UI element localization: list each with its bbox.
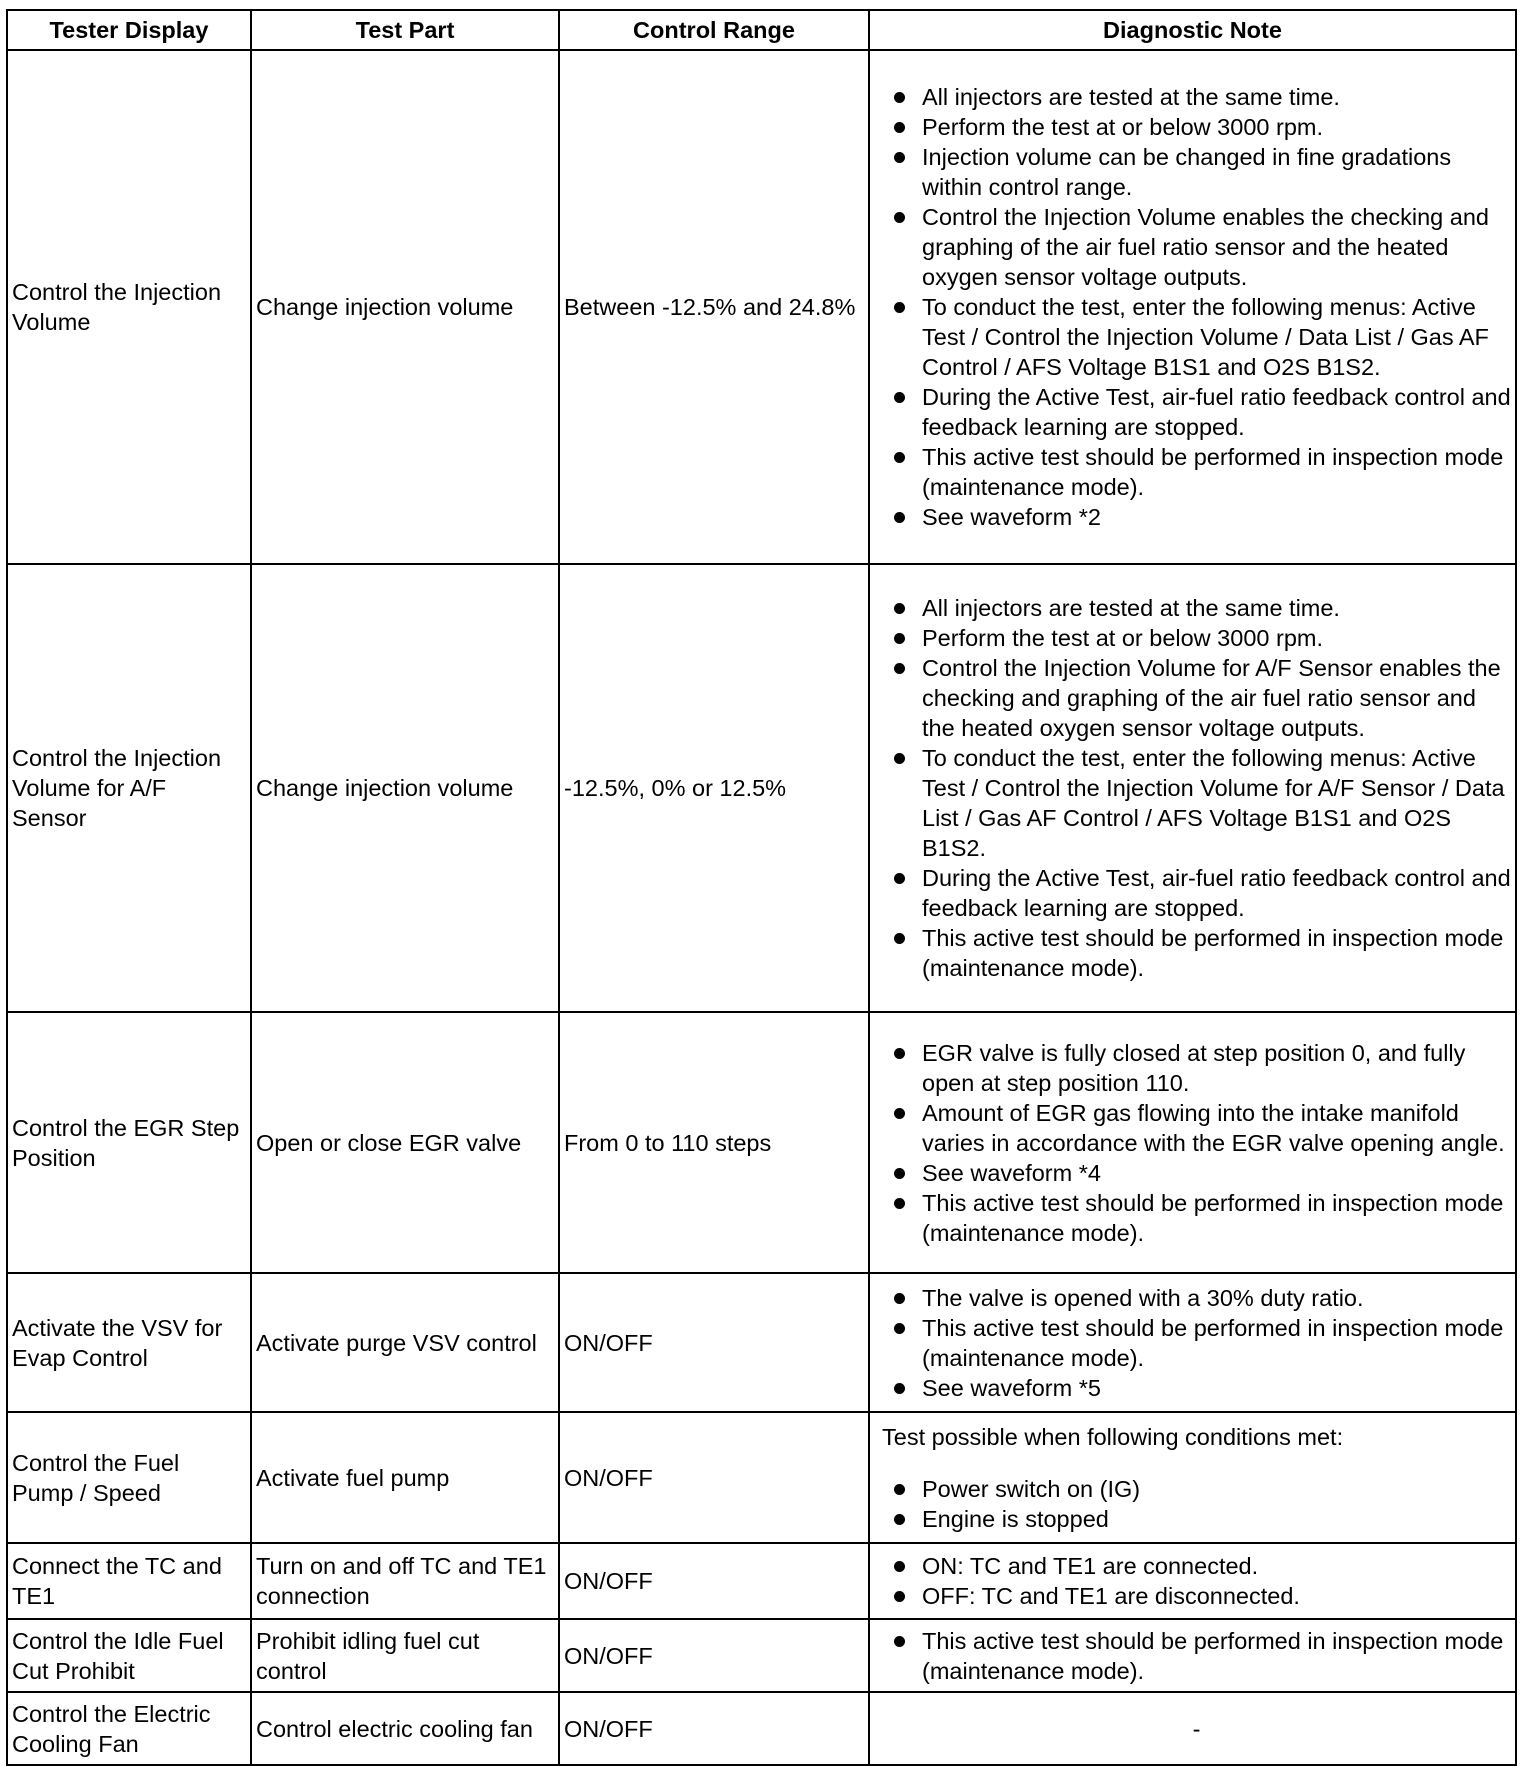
table-row	[7, 1273, 1516, 1412]
control-range-cell: ON/OFF	[559, 1273, 869, 1412]
note-item: All injectors are tested at the same time.	[882, 593, 1511, 623]
note-list	[882, 1626, 1511, 1686]
note-item: This active test should be performed in inspection mode (maintenance mode).	[882, 1188, 1511, 1248]
control-range-cell: ON/OFF	[559, 1412, 869, 1543]
table-row	[7, 50, 1516, 564]
diagnostic-note-cell: -	[869, 1692, 1516, 1765]
note-item: EGR valve is fully closed at step position 0, and fully open at step position 110.	[882, 1038, 1511, 1098]
note-item: This active test should be performed in inspection mode (maintenance mode).	[882, 442, 1511, 502]
note-list	[882, 593, 1511, 983]
table-row	[7, 1692, 1516, 1765]
control-range-cell: ON/OFF	[559, 1619, 869, 1692]
test-part-cell: Activate purge VSV control	[251, 1273, 559, 1412]
note-item: ON: TC and TE1 are connected.	[882, 1551, 1511, 1581]
tester-display-cell: Connect the TC and TE1	[7, 1543, 251, 1619]
note-item: The valve is opened with a 30% duty ratio.	[882, 1283, 1511, 1313]
diagnostic-note-cell	[869, 564, 1516, 1012]
note-item: During the Active Test, air-fuel ratio feedback control and feedback learning are stopped.	[882, 382, 1511, 442]
test-part-cell: Change injection volume	[251, 50, 559, 564]
header-tester-display: Tester Display	[7, 10, 251, 50]
table-row	[7, 1012, 1516, 1273]
note-item: Power switch on (IG)	[882, 1474, 1511, 1504]
table-header-row	[7, 10, 1516, 50]
note-list	[882, 1038, 1511, 1248]
test-part-cell: Control electric cooling fan	[251, 1692, 559, 1765]
note-item: All injectors are tested at the same time.	[882, 82, 1511, 112]
note-item: This active test should be performed in inspection mode (maintenance mode).	[882, 1626, 1511, 1686]
test-part-cell: Prohibit idling fuel cut control	[251, 1619, 559, 1692]
diagnostic-note-cell	[869, 1412, 1516, 1543]
test-part-cell: Activate fuel pump	[251, 1412, 559, 1543]
active-test-table	[6, 9, 1517, 1766]
table-row	[7, 1543, 1516, 1619]
control-range-cell: -12.5%, 0% or 12.5%	[559, 564, 869, 1012]
diagnostic-note-cell	[869, 1273, 1516, 1412]
diagnostic-table-container	[6, 9, 1517, 1766]
note-item: Control the Injection Volume for A/F Sensor enables the checking and graphing of the air fuel ratio sensor and the heated oxygen sensor voltage outputs.	[882, 653, 1511, 743]
table-row	[7, 1412, 1516, 1543]
test-part-cell: Turn on and off TC and TE1 connection	[251, 1543, 559, 1619]
tester-display-cell: Control the EGR Step Position	[7, 1012, 251, 1273]
note-item: Amount of EGR gas flowing into the intake manifold varies in accordance with the EGR valve opening angle.	[882, 1098, 1511, 1158]
note-intro-text: Test possible when following conditions met:	[882, 1423, 1344, 1450]
note-item: Injection volume can be changed in fine gradations within control range.	[882, 142, 1511, 202]
test-part-cell: Change injection volume	[251, 564, 559, 1012]
note-item: Engine is stopped	[882, 1504, 1511, 1534]
note-item: See waveform *4	[882, 1158, 1511, 1188]
note-item: See waveform *5	[882, 1373, 1511, 1403]
note-list	[882, 82, 1511, 532]
note-list	[882, 1283, 1511, 1403]
header-diagnostic-note: Diagnostic Note	[869, 10, 1516, 50]
tester-display-cell: Control the Electric Cooling Fan	[7, 1692, 251, 1765]
note-item: See waveform *2	[882, 502, 1511, 532]
tester-display-cell: Control the Fuel Pump / Speed	[7, 1412, 251, 1543]
tester-display-cell: Control the Injection Volume	[7, 50, 251, 564]
test-part-cell: Open or close EGR valve	[251, 1012, 559, 1273]
note-item: This active test should be performed in inspection mode (maintenance mode).	[882, 923, 1511, 983]
note-item: This active test should be performed in inspection mode (maintenance mode).	[882, 1313, 1511, 1373]
diagnostic-note-cell	[869, 1012, 1516, 1273]
note-item: To conduct the test, enter the following menus: Active Test / Control the Injection Volume for A/F Sensor / Data List / Gas AF Control / AFS Voltage B1S1 and O2S B1S2.	[882, 743, 1511, 863]
note-item: To conduct the test, enter the following menus: Active Test / Control the Injection Volume / Data List / Gas AF Control / AFS Voltage B1S1 and O2S B1S2.	[882, 292, 1511, 382]
tester-display-cell: Control the Idle Fuel Cut Prohibit	[7, 1619, 251, 1692]
table-row	[7, 564, 1516, 1012]
control-range-cell: Between -12.5% and 24.8%	[559, 50, 869, 564]
tester-display-cell: Activate the VSV for Evap Control	[7, 1273, 251, 1412]
diagnostic-note-cell	[869, 50, 1516, 564]
control-range-cell: ON/OFF	[559, 1692, 869, 1765]
note-item: Perform the test at or below 3000 rpm.	[882, 623, 1511, 653]
diagnostic-note-cell	[869, 1543, 1516, 1619]
note-list	[882, 1474, 1511, 1534]
tester-display-cell: Control the Injection Volume for A/F Sensor	[7, 564, 251, 1012]
control-range-cell: ON/OFF	[559, 1543, 869, 1619]
header-control-range: Control Range	[559, 10, 869, 50]
diagnostic-note-cell	[869, 1619, 1516, 1692]
note-item: OFF: TC and TE1 are disconnected.	[882, 1581, 1511, 1611]
note-item: During the Active Test, air-fuel ratio feedback control and feedback learning are stopped.	[882, 863, 1511, 923]
note-list	[882, 1551, 1511, 1611]
header-test-part: Test Part	[251, 10, 559, 50]
note-item: Control the Injection Volume enables the checking and graphing of the air fuel ratio sensor and the heated oxygen sensor voltage outputs.	[882, 202, 1511, 292]
table-row	[7, 1619, 1516, 1692]
control-range-cell: From 0 to 110 steps	[559, 1012, 869, 1273]
note-item: Perform the test at or below 3000 rpm.	[882, 112, 1511, 142]
